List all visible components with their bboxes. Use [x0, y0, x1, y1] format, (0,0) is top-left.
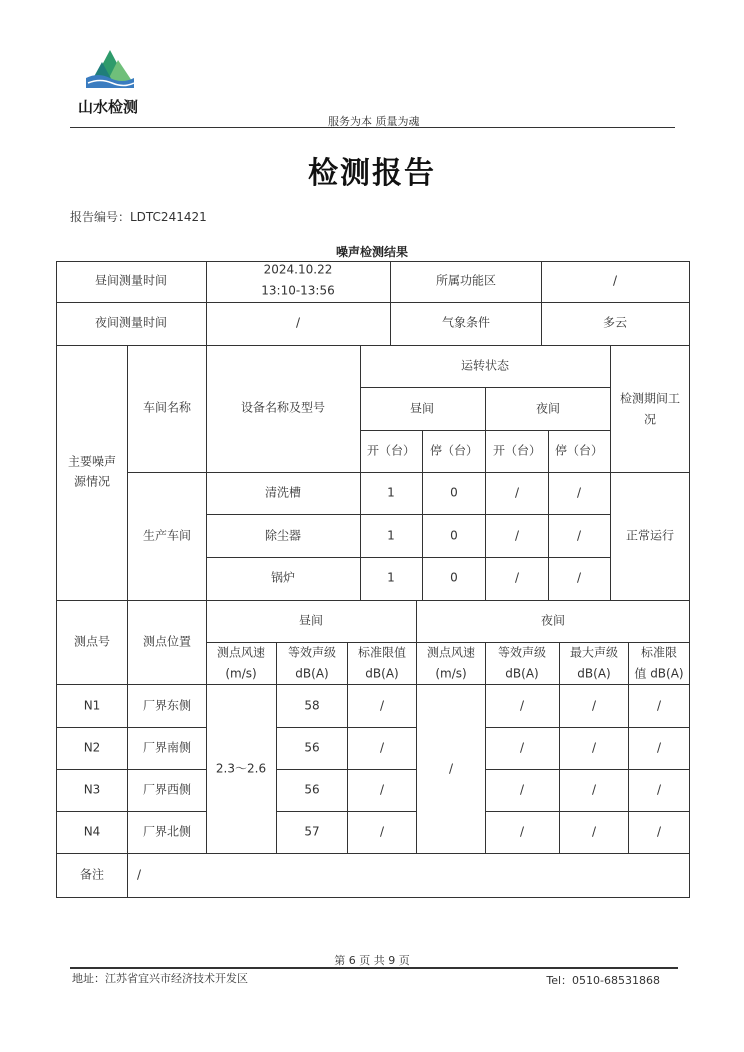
equipment-header: 设备名称及型号 — [240, 400, 326, 415]
point-location-header: 测点位置 — [142, 634, 192, 649]
remark-value: / — [136, 867, 142, 882]
equipment-night-on: / — [514, 570, 520, 585]
equipment-name: 清洗槽 — [264, 485, 302, 500]
report-number: 报告编号：LDTC241421 — [70, 210, 207, 224]
day-limit-header-line1: 标准限值 — [357, 645, 407, 660]
day-limit-value: / — [379, 824, 385, 839]
measure-night-header: 夜间 — [540, 613, 566, 628]
night-limit-value: / — [656, 824, 662, 839]
night-leq-value: / — [519, 740, 525, 755]
equipment-day-off: 0 — [450, 485, 458, 500]
table-title: 噪声检测结果 — [335, 245, 408, 259]
night-limit-header-line1: 标准限 — [640, 645, 678, 660]
night-leq-value: / — [519, 782, 525, 797]
day-time-label: 昼间测量时间 — [94, 273, 168, 288]
equipment-day-off: 0 — [450, 528, 458, 543]
equipment-name: 除尘器 — [264, 528, 302, 543]
day-on-header: 开（台） — [366, 443, 416, 458]
day-leq-header-line2: dB(A) — [295, 666, 329, 681]
equipment-night-on: / — [514, 485, 520, 500]
footer-telephone: Tel：0510-68531868 — [546, 974, 660, 987]
condition-value: 正常运行 — [625, 528, 675, 543]
day-time-date: 2024.10.22 — [263, 262, 333, 277]
workshop-header: 车间名称 — [142, 400, 192, 415]
day-leq-value: 57 — [304, 824, 320, 839]
night-max-value: / — [591, 698, 597, 713]
equipment-day-off: 0 — [450, 570, 458, 585]
equipment-day-on: 1 — [387, 485, 395, 500]
night-leq-value: / — [519, 698, 525, 713]
night-limit-value: / — [656, 740, 662, 755]
point-location: 厂界东侧 — [142, 698, 192, 713]
night-max-value: / — [591, 740, 597, 755]
company-slogan: 服务为本 质量为魂 — [328, 115, 420, 128]
logo-text: 山水检测 — [78, 98, 139, 116]
night-limit-value: / — [656, 782, 662, 797]
night-wind-header-line2: (m/s) — [435, 666, 467, 681]
day-wind-speed: 2.3～2.6 — [215, 761, 267, 776]
night-wind-header-line1: 测点风速 — [426, 645, 476, 660]
point-no: N1 — [83, 698, 101, 713]
status-night-header: 夜间 — [535, 401, 561, 416]
point-no: N4 — [83, 824, 101, 839]
equipment-name: 锅炉 — [270, 570, 296, 585]
zone-value: / — [612, 273, 618, 288]
measure-day-header: 昼间 — [298, 613, 324, 628]
night-wind-speed: / — [448, 761, 454, 776]
night-time-label: 夜间测量时间 — [94, 315, 168, 330]
day-leq-header-line1: 等效声级 — [287, 645, 337, 660]
equipment-day-on: 1 — [387, 528, 395, 543]
night-max-header-line1: 最大声级 — [569, 645, 619, 660]
point-location: 厂界北侧 — [142, 824, 192, 839]
night-max-header-line2: dB(A) — [577, 666, 611, 681]
weather-value: 多云 — [602, 315, 628, 330]
night-leq-header-line2: dB(A) — [505, 666, 539, 681]
equipment-night-off: / — [576, 485, 582, 500]
noise-source-section-label-line2: 源情况 — [73, 474, 111, 489]
point-location: 厂界西侧 — [142, 782, 192, 797]
day-time-range: 13:10-13:56 — [261, 283, 335, 298]
night-limit-value: / — [656, 698, 662, 713]
day-limit-header-line2: dB(A) — [365, 666, 399, 681]
remark-label: 备注 — [79, 867, 105, 882]
day-wind-header-line1: 测点风速 — [216, 645, 266, 660]
condition-header-line2: 况 — [643, 412, 657, 427]
night-max-value: / — [591, 782, 597, 797]
equipment-night-off: / — [576, 528, 582, 543]
equipment-night-off: / — [576, 570, 582, 585]
night-max-value: / — [591, 824, 597, 839]
point-no: N3 — [83, 782, 101, 797]
equipment-night-on: / — [514, 528, 520, 543]
workshop-name: 生产车间 — [142, 528, 192, 543]
night-time-value: / — [295, 315, 301, 330]
night-off-header: 停（台） — [554, 443, 604, 458]
weather-label: 气象条件 — [441, 315, 491, 330]
run-status-header: 运转状态 — [460, 358, 510, 373]
night-leq-header-line1: 等效声级 — [497, 645, 547, 660]
day-limit-value: / — [379, 782, 385, 797]
document-title: 检测报告 — [308, 156, 436, 191]
day-wind-header-line2: (m/s) — [225, 666, 257, 681]
noise-source-section-label-line1: 主要噪声 — [67, 454, 117, 469]
day-off-header: 停（台） — [429, 443, 479, 458]
zone-label: 所属功能区 — [435, 273, 497, 288]
day-limit-value: / — [379, 698, 385, 713]
page-indicator: 第 6 页 共 9 页 — [334, 954, 410, 967]
day-leq-value: 56 — [304, 740, 320, 755]
footer-divider — [70, 967, 678, 969]
day-leq-value: 56 — [304, 782, 320, 797]
footer-address: 地址：江苏省宜兴市经济技术开发区 — [72, 972, 248, 985]
day-limit-value: / — [379, 740, 385, 755]
condition-header-line1: 检测期间工 — [619, 391, 681, 406]
night-leq-value: / — [519, 824, 525, 839]
night-limit-header-line2: 值 dB(A) — [634, 666, 684, 681]
point-location: 厂界南侧 — [142, 740, 192, 755]
point-no: N2 — [83, 740, 101, 755]
equipment-day-on: 1 — [387, 570, 395, 585]
status-day-header: 昼间 — [409, 401, 435, 416]
point-no-header: 测点号 — [73, 634, 111, 649]
night-on-header: 开（台） — [492, 443, 542, 458]
day-leq-value: 58 — [304, 698, 320, 713]
